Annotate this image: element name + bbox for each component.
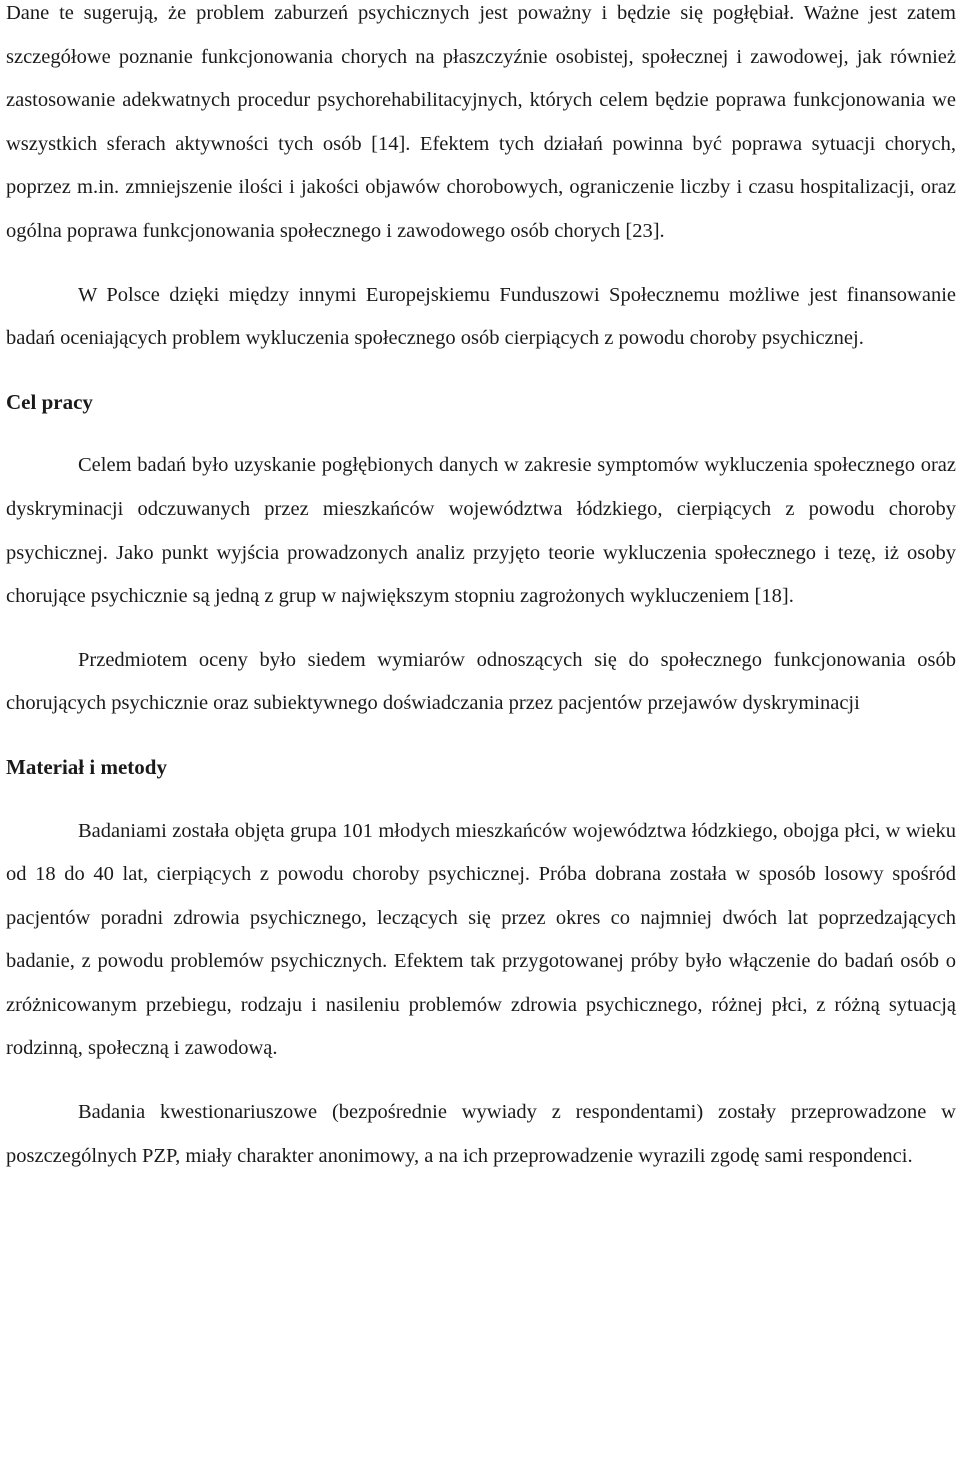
paragraph-intro: Dane te sugerują, że problem zaburzeń psychicznych jest poważny i będzie się pogłębiał. Ważne jest zatem szczegółowe poznanie funkcjonowania chorych na płaszczyźnie osobistej, społecznej i zawodowej, jak również zastosowanie adekwatnych procedur psychorehabilitacyjnych, których celem będzie poprawa funkcjonowania we wszystkich sferach aktywności tych osób [14]. Efektem tych działań powinna być poprawa sytuacji chorych, poprzez m.in. zmniejszenie ilości i jakości objawów chorobowych, ograniczenie liczby i czasu hospitalizacji, oraz ogólna poprawa funkcjonowania społecznego i zawodowego osób chorych [23]. [6, 2, 956, 242]
paragraph-survey: Badania kwestionariuszowe (bezpośrednie wywiady z respondentami) zostały przeprowadzone w poszczególnych PZP, miały charakter anonimowy, a na ich przeprowadzenie wyrazili zgodę sami respondenci. [6, 1101, 956, 1167]
paragraph-aim: Celem badań było uzyskanie pogłębionych danych w zakresie symptomów wykluczenia społecznego oraz dyskryminacji odczuwanych przez mieszkańców województwa łódzkiego, cierpiących z powodu choroby psychicznej. Jako punkt wyjścia prowadzonych analiz przyjęto teorie wykluczenia społecznego i tezę, iż osoby chorujące psychicznie są jedną z grup w największym stopniu zagrożonych wykluczeniem [18]. [6, 454, 956, 608]
paragraph-sample: Badaniami została objęta grupa 101 młodych mieszkańców województwa łódzkiego, obojga płci, w wieku od 18 do 40 lat, cierpiących z powodu choroby psychicznej. Próba dobrana została w sposób losowy spośród pacjentów poradni zdrowia psychicznego, leczących się przez okres co najmniej dwóch lat poprzedzających badanie, z powodu problemów psychicznych. Efektem tak przygotowanej próby było włączenie do badań osób o zróżnicowanym przebiegu, rodzaju i nasileniu problemów zdrowia psychicznego, różnej płci, z różną sytuacją rodzinną, społeczną i zawodową. [6, 819, 956, 1060]
paragraph-subject: Przedmiotem oceny było siedem wymiarów odnoszących się do społecznego funkcjonowania osób chorujących psychicznie oraz subiektywnego doświadczania przez pacjentów przejawów dyskryminacji [6, 648, 956, 715]
section-heading-methods: Materiał i metody [6, 754, 167, 779]
paragraph-funding: W Polsce dzięki między innymi Europejskiemu Funduszowi Społecznemu możliwe jest finansowanie badań oceniających problem wykluczenia społecznego osób cierpiących z powodu choroby psychicznej. [6, 283, 956, 350]
section-heading-aim: Cel pracy [6, 389, 93, 414]
document-page [6, 0, 956, 1178]
